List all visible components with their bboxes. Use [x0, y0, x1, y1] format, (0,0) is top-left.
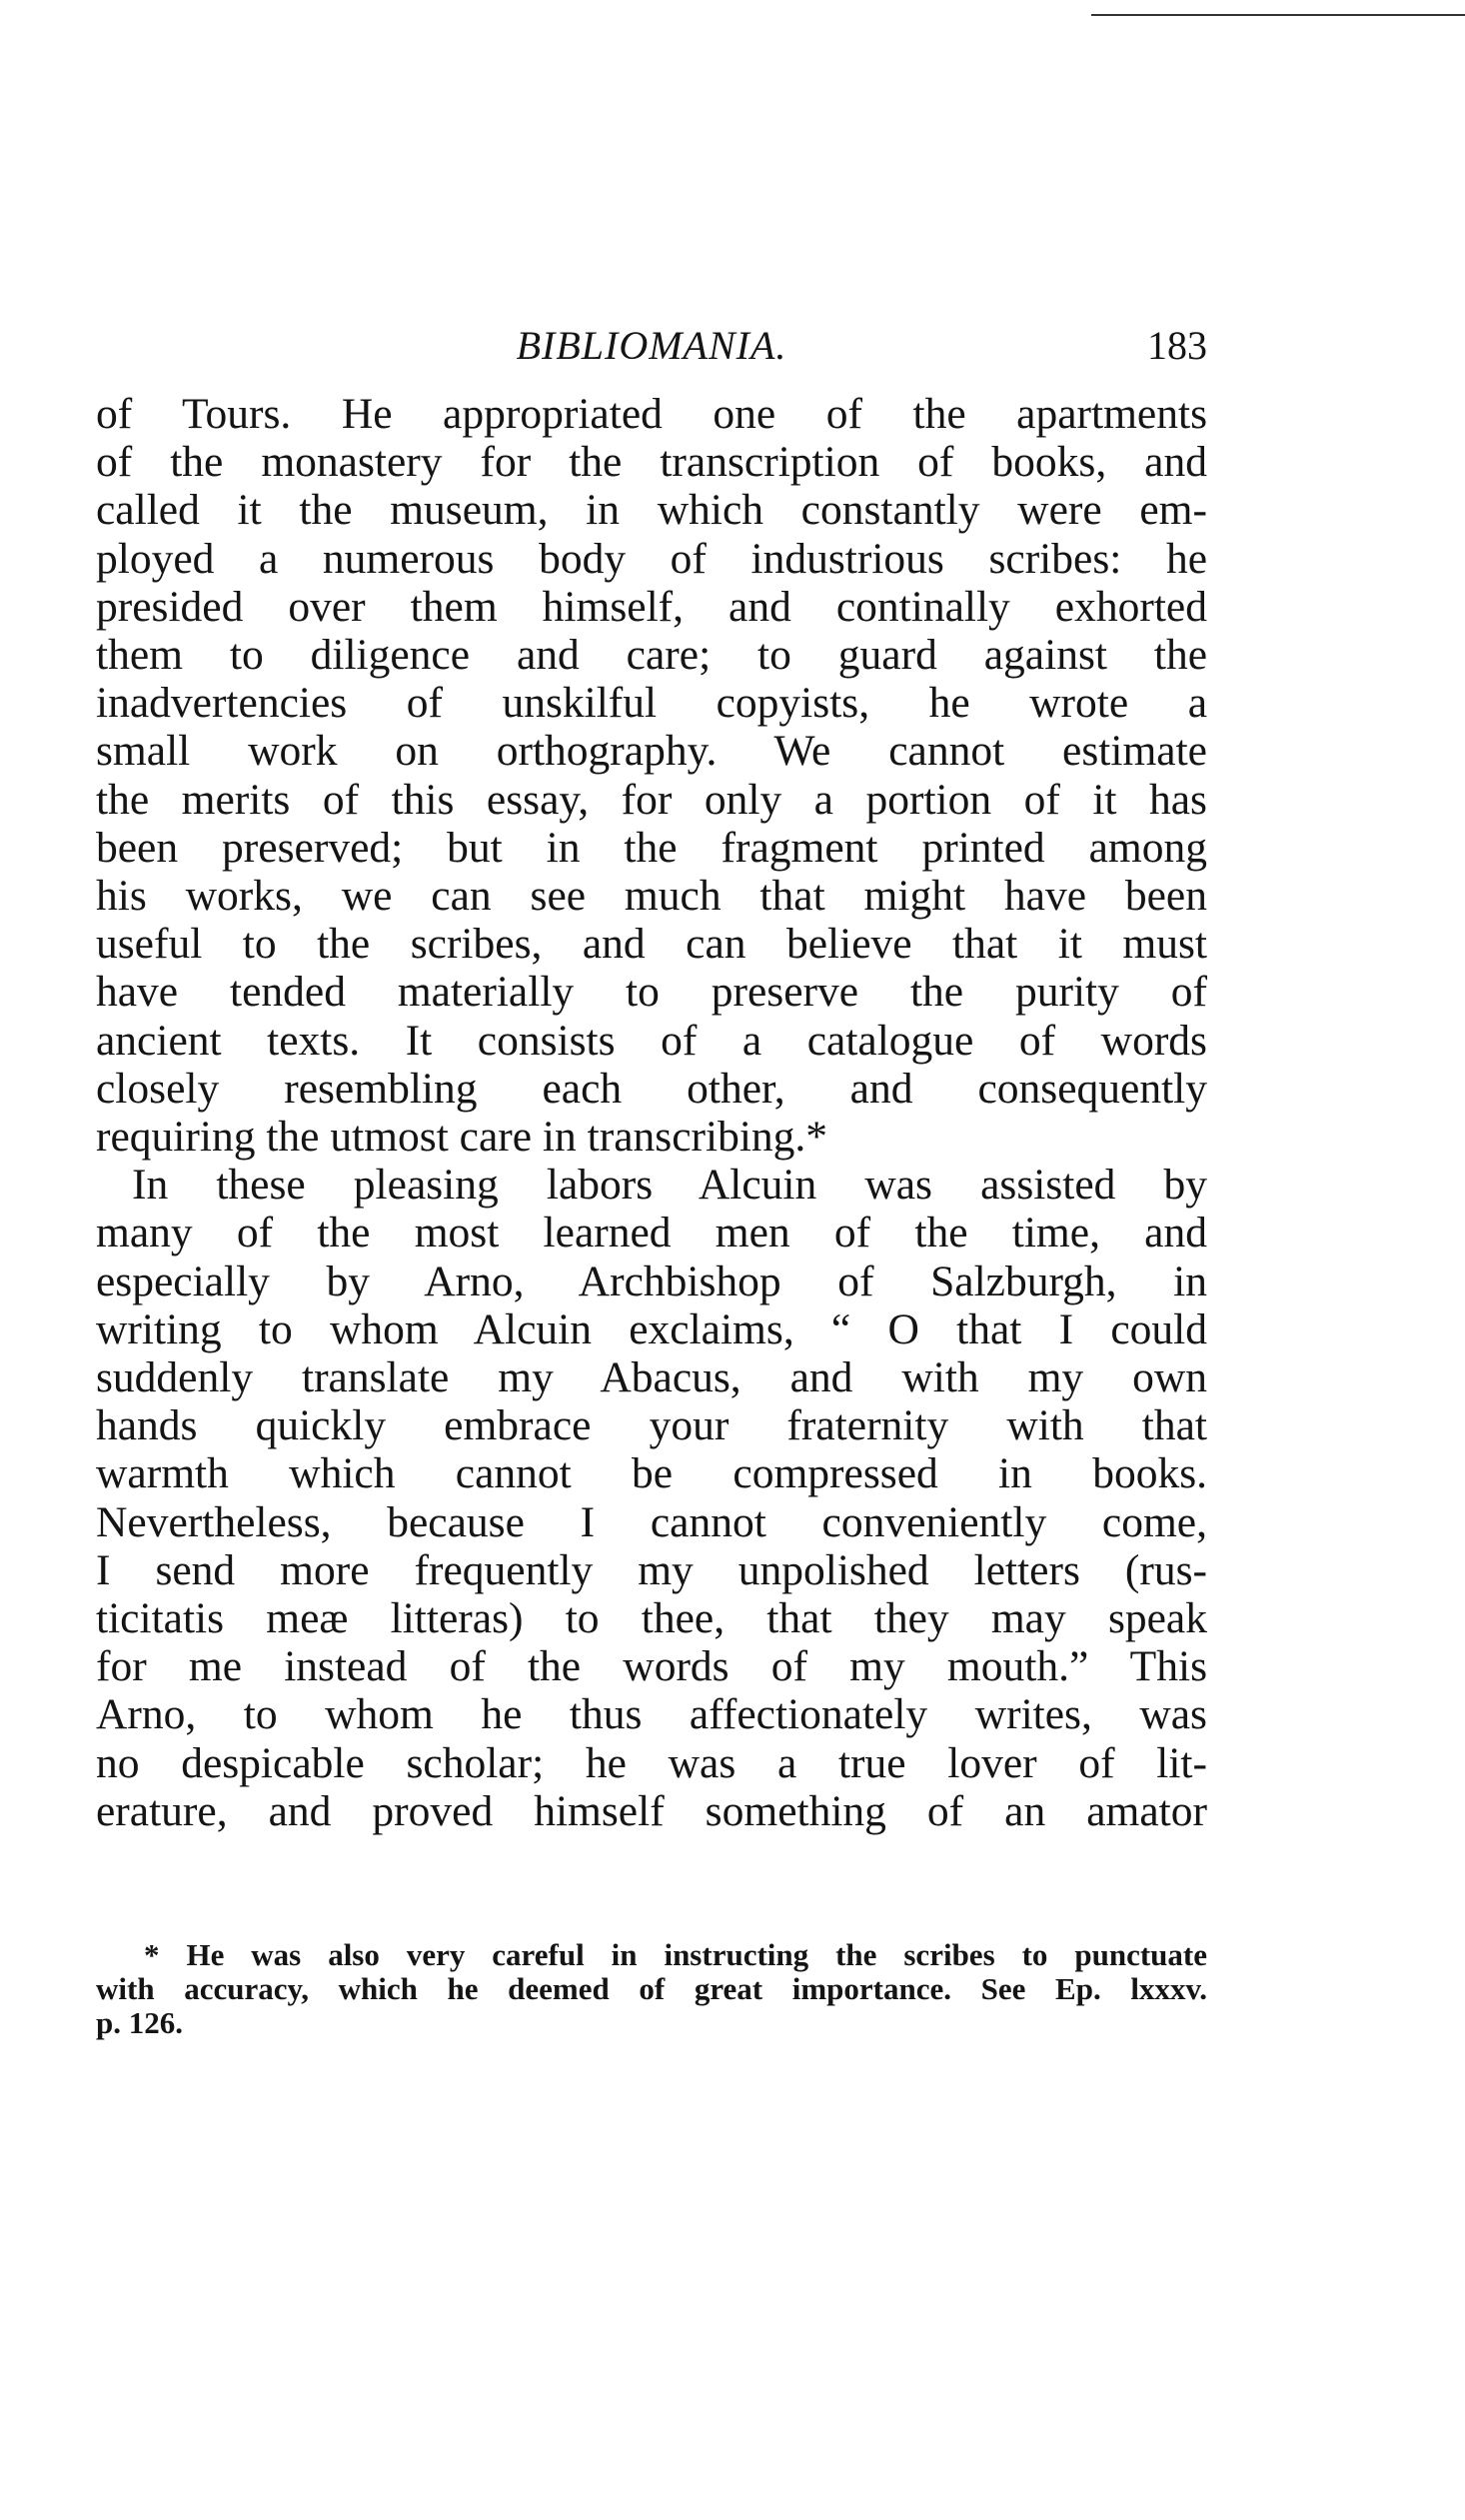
text-line: hands quickly embrace your fraternity with that: [96, 1401, 1207, 1450]
scan-edge-rule: [1091, 14, 1465, 16]
text-line: ancient texts. It consists of a catalogue of words: [96, 1016, 1207, 1065]
text-line: been preserved; but in the fragment printed among: [96, 823, 1207, 872]
text-line: them to diligence and care; to guard against the: [96, 631, 1207, 680]
text-line: of the monastery for the transcription of books, and: [96, 438, 1207, 487]
text-line: his works, we can see much that might have been: [96, 872, 1207, 921]
text-line: Nevertheless, because I cannot conveniently come,: [96, 1497, 1207, 1546]
text-line: writing to whom Alcuin exclaims, “ O that I could: [96, 1304, 1207, 1353]
text-line: suddenly translate my Abacus, and with my own: [96, 1353, 1207, 1402]
text-line: have tended materially to preserve the purity of: [96, 968, 1207, 1017]
running-title: BIBLIOMANIA.: [516, 323, 787, 368]
body-text: [96, 390, 1207, 1835]
text-line: I send more frequently my unpolished letters (rus-: [96, 1545, 1207, 1594]
text-line: the merits of this essay, for only a portion of it has: [96, 775, 1207, 824]
text-line: many of the most learned men of the time, and: [96, 1209, 1207, 1258]
text-line: for me instead of the words of my mouth.” This: [96, 1642, 1207, 1691]
text-line: of Tours. He appropriated one of the apartments: [96, 390, 1207, 438]
text-line: ticitatis meæ litteras) to thee, that they may speak: [96, 1594, 1207, 1643]
text-line: useful to the scribes, and can believe that it must: [96, 920, 1207, 969]
text-line: no despicable scholar; he was a true lover of lit-: [96, 1738, 1207, 1787]
text-line: inadvertencies of unskilful copyists, he wrote a: [96, 679, 1207, 728]
text-line: In these pleasing labors Alcuin was assisted by: [132, 1161, 1207, 1210]
running-head: [96, 318, 1207, 374]
text-line: requiring the utmost care in transcribing.*: [96, 1113, 828, 1162]
text-line: warmth which cannot be compressed in books.: [96, 1449, 1207, 1498]
text-line: closely resembling each other, and consequently: [96, 1064, 1207, 1113]
text-line: ployed a numerous body of industrious scribes: he: [96, 534, 1207, 583]
text-line: small work on orthography. We cannot estimate: [96, 727, 1207, 776]
footnote-line: with accuracy, which he deemed of great importance. See Ep. lxxxv.: [96, 1971, 1207, 2006]
text-line: Arno, to whom he thus affectionately writes, was: [96, 1690, 1207, 1739]
text-line: called it the museum, in which constantly were em-: [96, 486, 1207, 535]
footnote-line: * He was also very careful in instructing the scribes to punctuate: [144, 1937, 1207, 1972]
footnote-line: p. 126.: [96, 2005, 183, 2040]
text-line: especially by Arno, Archbishop of Salzburgh, in: [96, 1257, 1207, 1305]
text-line: presided over them himself, and continally exhorted: [96, 582, 1207, 631]
footnote: [96, 1938, 1207, 2040]
page-number: 183: [1147, 323, 1207, 368]
text-line: erature, and proved himself something of an amator: [96, 1786, 1207, 1835]
